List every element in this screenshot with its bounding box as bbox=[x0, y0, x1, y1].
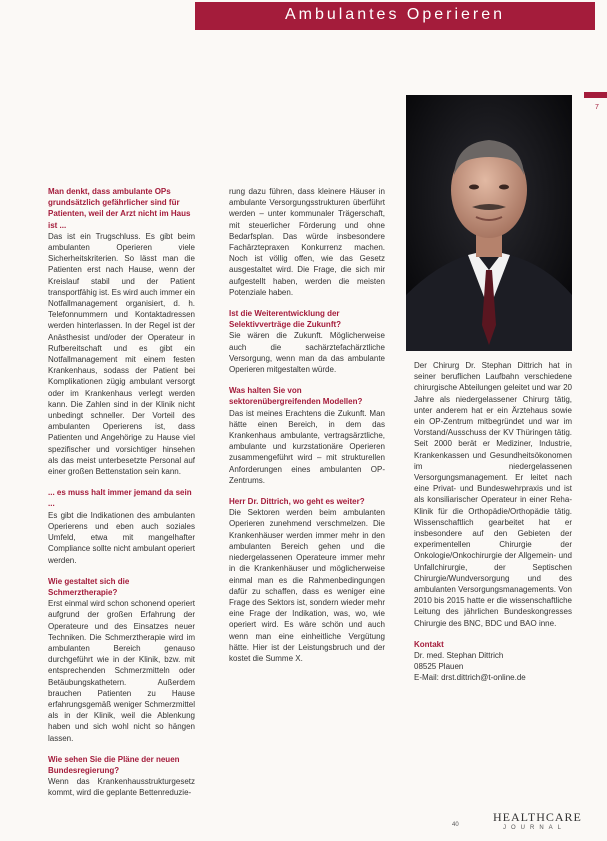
contact-email[interactable]: E-Mail: drst.dittrich@t-online.de bbox=[414, 673, 526, 683]
answer-paragraph: Die Sektoren werden beim ambulanten Operieren zunehmend verschmelzen. Die Krankenhäuser werden immer mehr in den ambulanten Bereich gehen und die niedergelassenen Operateure immer mehr in die Krankenhäuser und möglicherweise einmal man es die Rahmenbedingungen dafür zu schaffen, dass es weniger eine Frage des Sektors ist, sondern wieder mehr eine Frage der Indikation, was, wo, wie operiert wird. Es wäre schön und auch wenn man eine einheitliche Vergütung hätte. Hier ist der Leistungsbruch und der kostet die Summe X. bbox=[229, 508, 385, 663]
contact-name: Dr. med. Stephan Dittrich bbox=[414, 651, 504, 661]
question-heading: Wie sehen Sie die Pläne der neuen Bundesregierung? bbox=[48, 754, 180, 775]
answer-paragraph: Wenn das Krankenhausstrukturgesetz kommt, wird die geplante Bettenreduzie- bbox=[48, 777, 195, 798]
bio-paragraph: Der Chirurg Dr. Stephan Dittrich hat in seiner beruflichen Laufbahn verschiedene chirurgische Abteilungen geleitet und war 20 Jahre als niedergelassener Chirurg tätig, unter anderem hat er ein Ärztehaus sowie ein OP-Zentrum mitbegründet und war im Vorstand/Ausschuss der KV Thüringen tätig. Seit 2000 berät er Mediziner, Industrie, Krankenkassen und Gesundheitsökonomen im niedergelassenen Versorgungsmanagement. Er leitet nach eine Privat- und Bundeswehrpraxis und ist als konsiliarischer Operateur in einer Reha-Klinik für die Orthopädie/Orthopädie tätig. Wissenschaftlich gearbeitet hat er insbesondere auf den Gebieten der experimentellen Chirurgie der Onkologie/Onkochirurgie der Allgemein- und Unfallchirurgie, der Septischen Chirurgie/Wundversorgung und des ambulanten Versorgungsmanagements. Von 2010 bis 2015 hatte er die wissenschaftliche Leitung des jährlichen Bundeskongresses Chirurgie des BNC, BDC und BAO inne. bbox=[414, 361, 572, 628]
footer-page-number: 40 bbox=[452, 822, 459, 828]
text-column-2 bbox=[229, 186, 385, 674]
page-title: Ambulantes Operieren bbox=[284, 6, 506, 23]
portrait-illustration bbox=[406, 95, 572, 351]
answer-paragraph: Das ist meines Erachtens die Zukunft. Man hätte einen Bereich, in dem das Krankenhaus ambulante, vertragsärztliche, ambulante und kurzstationäre Operieren zusammengeführt wird – mit strukturellen Anforderungen eines ambulanten OP-Zentrums. bbox=[229, 408, 385, 485]
question-heading: Ist die Weiterentwicklung der Selektivverträge die Zukunft? bbox=[229, 309, 342, 330]
text-column-1 bbox=[48, 186, 195, 809]
question-heading: ... es muss halt immer jemand da sein ... bbox=[48, 488, 192, 509]
answer-paragraph: Es gibt die Indikationen des ambulanten Operierens und eben auch soziales Umfeld, etwa mit mangelhafter Compliance sollte nicht ambulant operiert werden. bbox=[48, 510, 195, 565]
edge-tab-marker bbox=[584, 92, 607, 98]
question-heading: Was halten Sie von sektorenübergreifenden Modellen? bbox=[229, 386, 363, 407]
answer-paragraph: Erst einmal wird schon schonend operiert aufgrund der großen Erfahrung der Operateure und des Einsatzes neuer Techniken. Die Schmerztherapie wird im ambulanten Bereich genauso durchgeführt wie in der Klinik, bzw. mit entsprechenden Schmerzmitteln oder Betäubungskathetern. Außerdem brauchen Patienten zu Hause erfahrungsgemäß weniger Schmerzmittel als in der Klinik, weil die Ablenkung haben und sich wohl nicht so hängen lassen. bbox=[48, 599, 195, 743]
question-heading: Man denkt, dass ambulante OPs grundsätzlich gefährlicher sind für Patienten, weil der Arzt nicht im Haus ist ... bbox=[48, 187, 191, 230]
answer-paragraph: Sie wären die Zukunft. Möglicherweise auch die sachärztefachärztliche Versorgung, wenn man da das ambulante Operieren mitgestalten würde. bbox=[229, 331, 385, 375]
portrait-photo bbox=[406, 95, 572, 351]
page-marker: 7 bbox=[595, 104, 599, 111]
journal-logo-bottom: JOURNAL bbox=[503, 825, 567, 831]
contact-heading: Kontakt bbox=[414, 639, 444, 649]
answer-paragraph: Das ist ein Trugschluss. Es gibt beim ambulanten Operieren viele Sicherheitskriterien. So lässt man die Patienten erst nach Hause, wenn der Kreislauf stabil und der Patient transportfähig ist. Es wird auch immer ein Notfallmanagement organisiert, d. h. Telefonnummern und Kontaktadressen werden hinterlassen. In der Regel ist der Anästhesist und/oder der Operateur in Rufbereitschaft und es gibt ein Notfallmanagement mit einem festen Krankenhaus, sodass der Patient bei Komplikationen zügig ambulant versorgt oder im Krankenhaus verlegt werden kann. Die Zahlen sind in der Klinik nicht unbedingt schneller. Der Vorteil des ambulanten Operierens ist, dass Patienten und Angehörige zu Hause viel spezifischer und vorsichtiger hinsehen als das meist unterbesetzte Personal auf einer großen Bettenstation sein kann. bbox=[48, 231, 195, 477]
header-bar bbox=[195, 2, 595, 30]
journal-logo-top: HEALTHCARE bbox=[493, 810, 582, 824]
contact-city: 08525 Plauen bbox=[414, 662, 464, 672]
answer-paragraph: rung dazu führen, dass kleinere Häuser in ambulante Versorgungsstrukturen überführt werden – unter kommunaler Trägerschaft, mit steuerlicher Förderung und ohne Bedarfsplan. Das würde insbesondere Fachärztepraxen Konkurrenz machen. Noch ist völlig offen, wie das Gesetz ausgestaltet wird. Die Frage, die sich mir aufgestellt haben, werden die meisten Potenziale haben. bbox=[229, 187, 385, 297]
question-heading: Wie gestaltet sich die Schmerztherapie? bbox=[48, 576, 130, 597]
question-heading: Herr Dr. Dittrich, wo geht es weiter? bbox=[229, 497, 365, 507]
bio-column bbox=[414, 360, 572, 684]
